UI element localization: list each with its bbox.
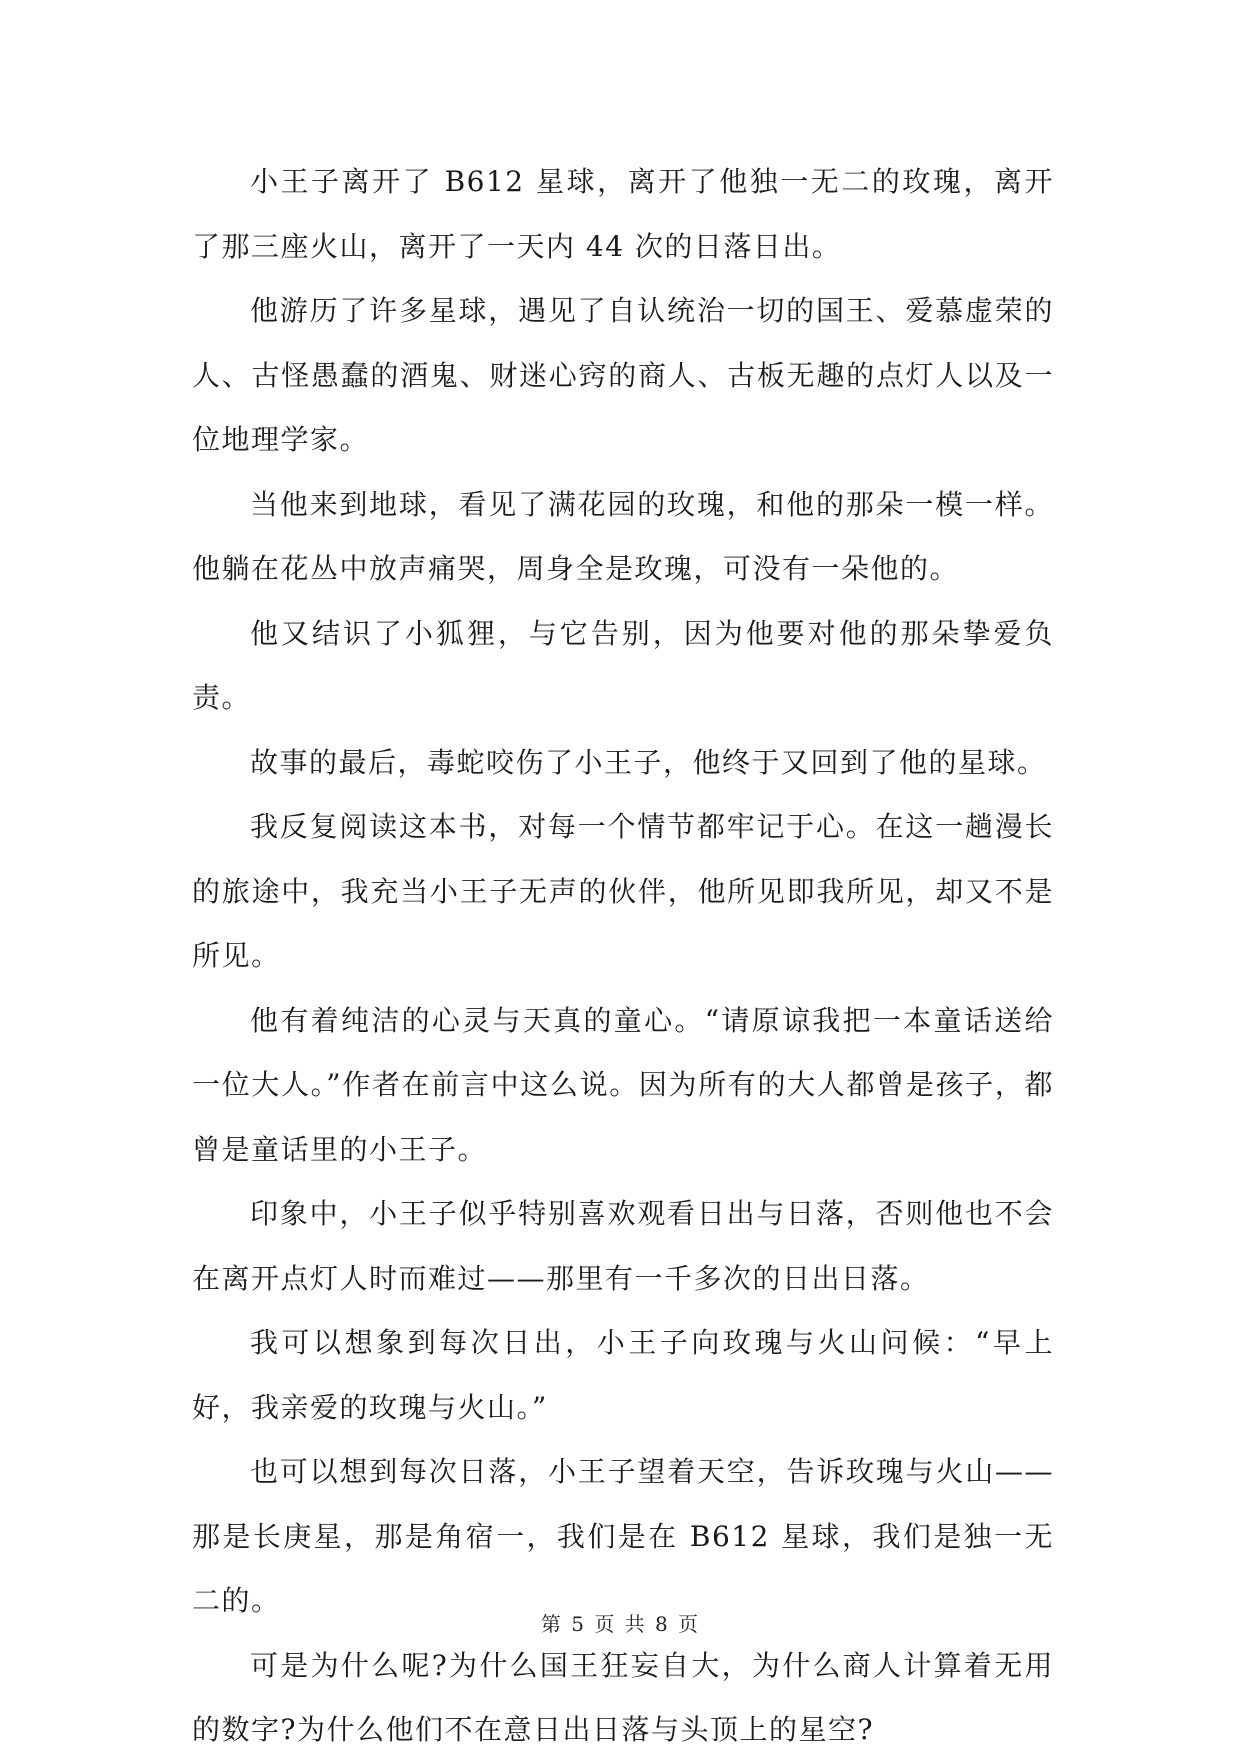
paragraph: 印象中，小王子似乎特别喜欢观看日出与日落，否则他也不会在离开点灯人时而难过——那里有一千多次的日出日落。 [192, 1197, 1054, 1295]
document-body [192, 150, 1054, 1763]
paragraph: 我可以想象到每次日出，小王子向玫瑰与火山问候：“早上好，我亲爱的玫瑰与火山。” [192, 1326, 1054, 1424]
paragraph: 可是为什么呢?为什么国王狂妄自大，为什么商人计算着无用的数字?为什么他们不在意日出日落与头顶上的星空? [192, 1648, 1054, 1746]
paragraph: 故事的最后，毒蛇咬伤了小王子，他终于又回到了他的星球。 [250, 745, 1047, 779]
paragraph: 当他来到地球，看见了满花园的玫瑰，和他的那朵一模一样。他躺在花丛中放声痛哭，周身全是玫瑰，可没有一朵他的。 [192, 487, 1054, 585]
page-number-footer: 第 5 页 共 8 页 [540, 1612, 701, 1636]
paragraph: 他又结识了小狐狸，与它告别，因为他要对他的那朵挚爱负责。 [192, 616, 1054, 714]
paragraph: 他游历了许多星球，遇见了自认统治一切的国王、爱慕虚荣的人、古怪愚蠢的酒鬼、财迷心窍的商人、古板无趣的点灯人以及一位地理学家。 [192, 294, 1054, 456]
paragraph: 我反复阅读这本书，对每一个情节都牢记于心。在这一趟漫长的旅途中，我充当小王子无声的伙伴，他所见即我所见，却又不是所见。 [192, 810, 1054, 972]
paragraph: 小王子离开了 B612 星球，离开了他独一无二的玫瑰，离开了那三座火山，离开了一天内 44 次的日落日出。 [192, 165, 1054, 263]
paragraph: 他有着纯洁的心灵与天真的童心。“请原谅我把一本童话送给一位大人。”作者在前言中这么说。因为所有的大人都曾是孩子，都曾是童话里的小王子。 [192, 1003, 1054, 1166]
paragraph: 也可以想到每次日落，小王子望着天空，告诉玫瑰与火山——那是长庚星，那是角宿一，我们是在 B612 星球，我们是独一无二的。 [192, 1455, 1054, 1617]
